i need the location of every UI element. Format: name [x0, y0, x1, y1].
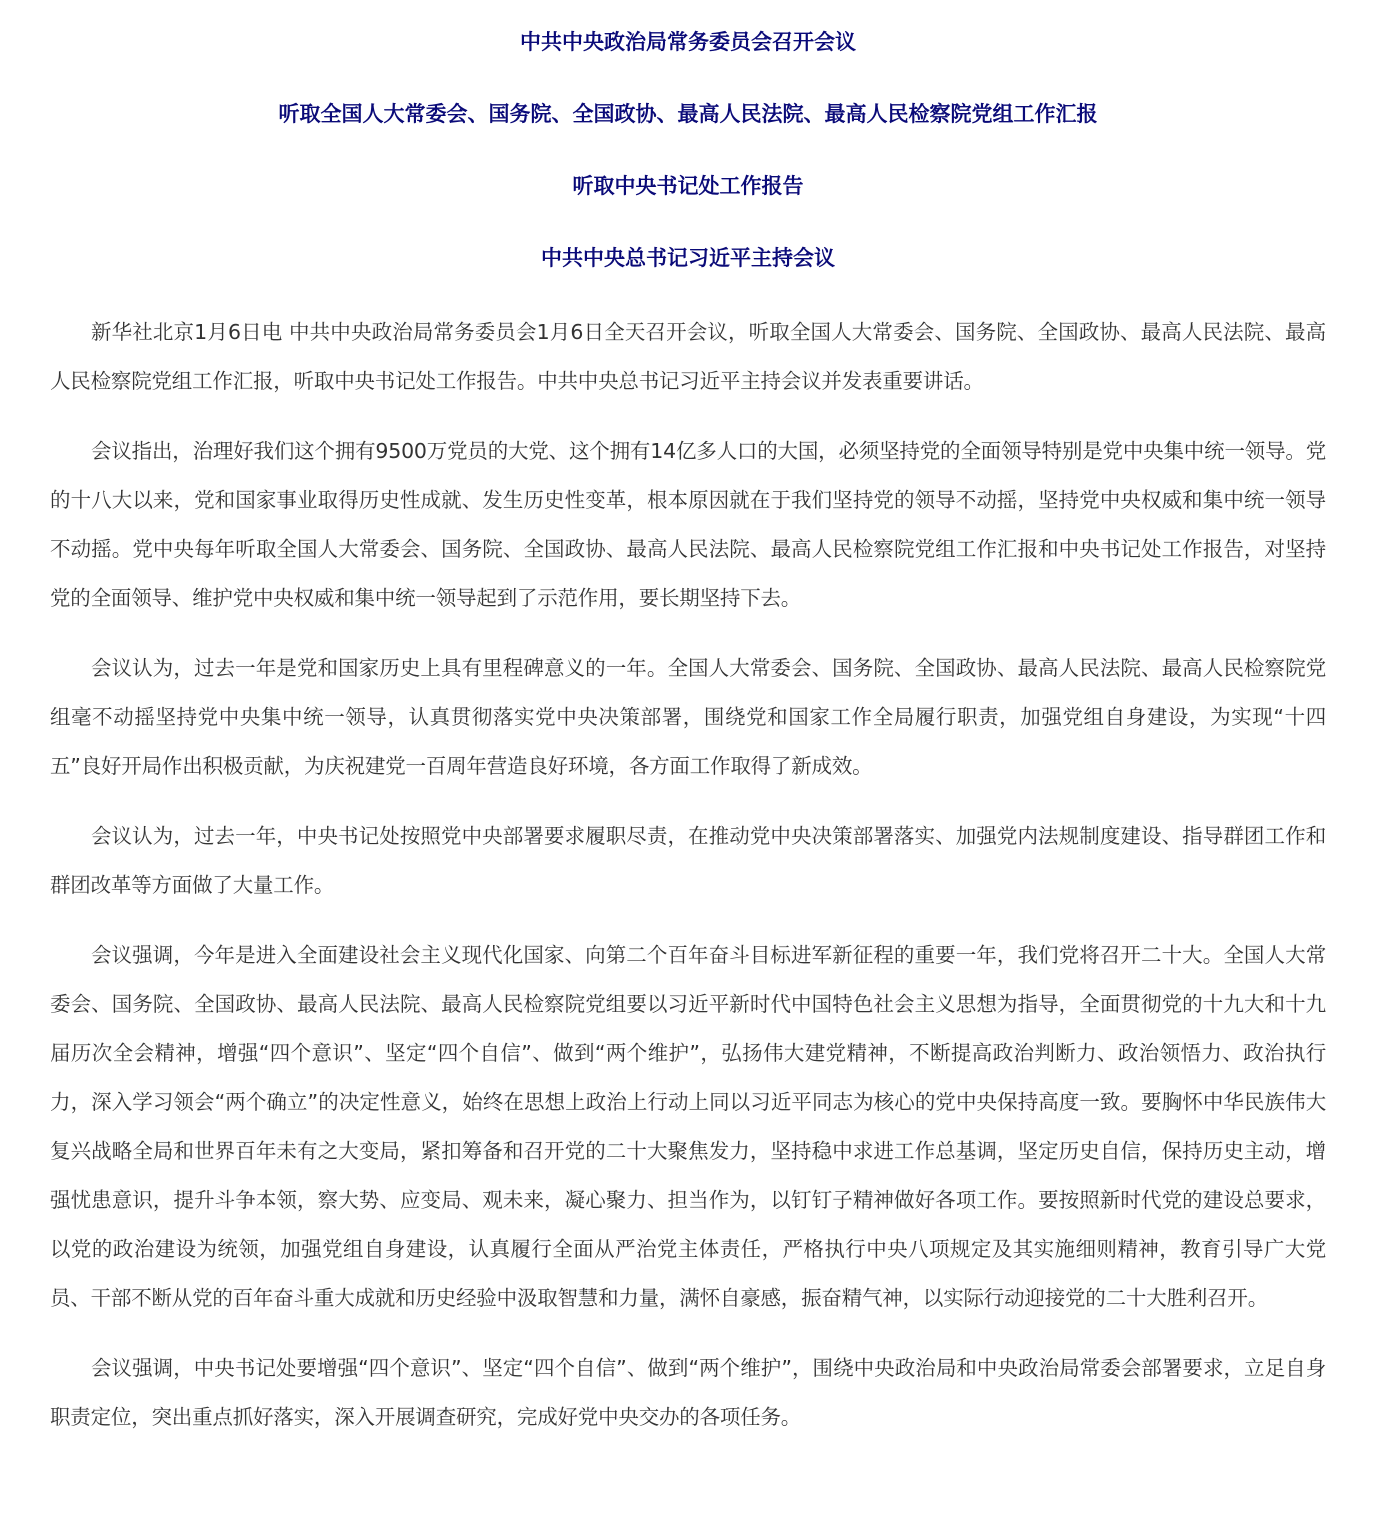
paragraph-5: 会议强调，今年是进入全面建设社会主义现代化国家、向第二个百年奋斗目标进军新征程的重要一年，我们党将召开二十大。全国人大常委会、国务院、全国政协、最高人民法院、最高人民检察院党组要以习近平新时代中国特色社会主义思想为指导，全面贯彻党的十九大和十九届历次全会精神，增强“四个意识”、坚定“四个自信”、做到“两个维护”，弘扬伟大建党精神，不断提高政治判断力、政治领悟力、政治执行力，深入学习领会“两个确立”的决定性意义，始终在思想上政治上行动上同以习近平同志为核心的党中央保持高度一致。要胸怀中华民族伟大复兴战略全局和世界百年未有之大变局，紧扣筹备和召开党的二十大聚焦发力，坚持稳中求进工作总基调，坚定历史自信，保持历史主动，增强忧患意识，提升斗争本领，察大势、应变局、观未来，凝心聚力、担当作为，以钉钉子精神做好各项工作。要按照新时代党的建设总要求，以党的政治建设为统领，加强党组自身建设，认真履行全面从严治党主体责任，严格执行中央八项规定及其实施细则精神，教育引导广大党员、干部不断从党的百年奋斗重大成就和历史经验中汲取智慧和力量，满怀自豪感，振奋精气神，以实际行动迎接党的二十大胜利召开。 — [50, 943, 1326, 1310]
paragraph-3: 会议认为，过去一年是党和国家历史上具有里程碑意义的一年。全国人大常委会、国务院、全国政协、最高人民法院、最高人民检察院党组毫不动摇坚持党中央集中统一领导，认真贯彻落实党中央决策部署，围绕党和国家工作全局履行职责，加强党组自身建设，为实现“十四五”良好开局作出积极贡献，为庆祝建党一百周年营造良好环境，各方面工作取得了新成效。 — [50, 656, 1326, 778]
paragraph-6: 会议强调，中央书记处要增强“四个意识”、坚定“四个自信”、做到“两个维护”，围绕中央政治局和中央政治局常委会部署要求，立足自身职责定位，突出重点抓好落实，深入开展调查研究，完成好党中央交办的各项任务。 — [50, 1356, 1326, 1429]
article-body — [50, 308, 1326, 1442]
subheadline-presiding: 中共中央总书记习近平主持会议 — [541, 246, 835, 270]
paragraph-lead: 新华社北京1月6日电 中共中央政治局常务委员会1月6日全天召开会议，听取全国人大常委会、国务院、全国政协、最高人民法院、最高人民检察院党组工作汇报，听取中央书记处工作报告。中共中央总书记习近平主持会议并发表重要讲话。 — [50, 320, 1326, 393]
main-headline: 中共中央政治局常务委员会召开会议 — [520, 30, 856, 54]
subheadline-secretariat-report: 听取中央书记处工作报告 — [572, 174, 804, 198]
subheadline-work-reports: 听取全国人大常委会、国务院、全国政协、最高人民法院、最高人民检察院党组工作汇报 — [278, 102, 1098, 126]
paragraph-4: 会议认为，过去一年，中央书记处按照党中央部署要求履职尽责，在推动党中央决策部署落实、加强党内法规制度建设、指导群团工作和群团改革等方面做了大量工作。 — [50, 824, 1326, 897]
paragraph-2: 会议指出，治理好我们这个拥有9500万党员的大党、这个拥有14亿多人口的大国，必须坚持党的全面领导特别是党中央集中统一领导。党的十八大以来，党和国家事业取得历史性成就、发生历史性变革，根本原因就在于我们坚持党的领导不动摇，坚持党中央权威和集中统一领导不动摇。党中央每年听取全国人大常委会、国务院、全国政协、最高人民法院、最高人民检察院党组工作汇报和中央书记处工作报告，对坚持党的全面领导、维护党中央权威和集中统一领导起到了示范作用，要长期坚持下去。 — [50, 439, 1326, 610]
